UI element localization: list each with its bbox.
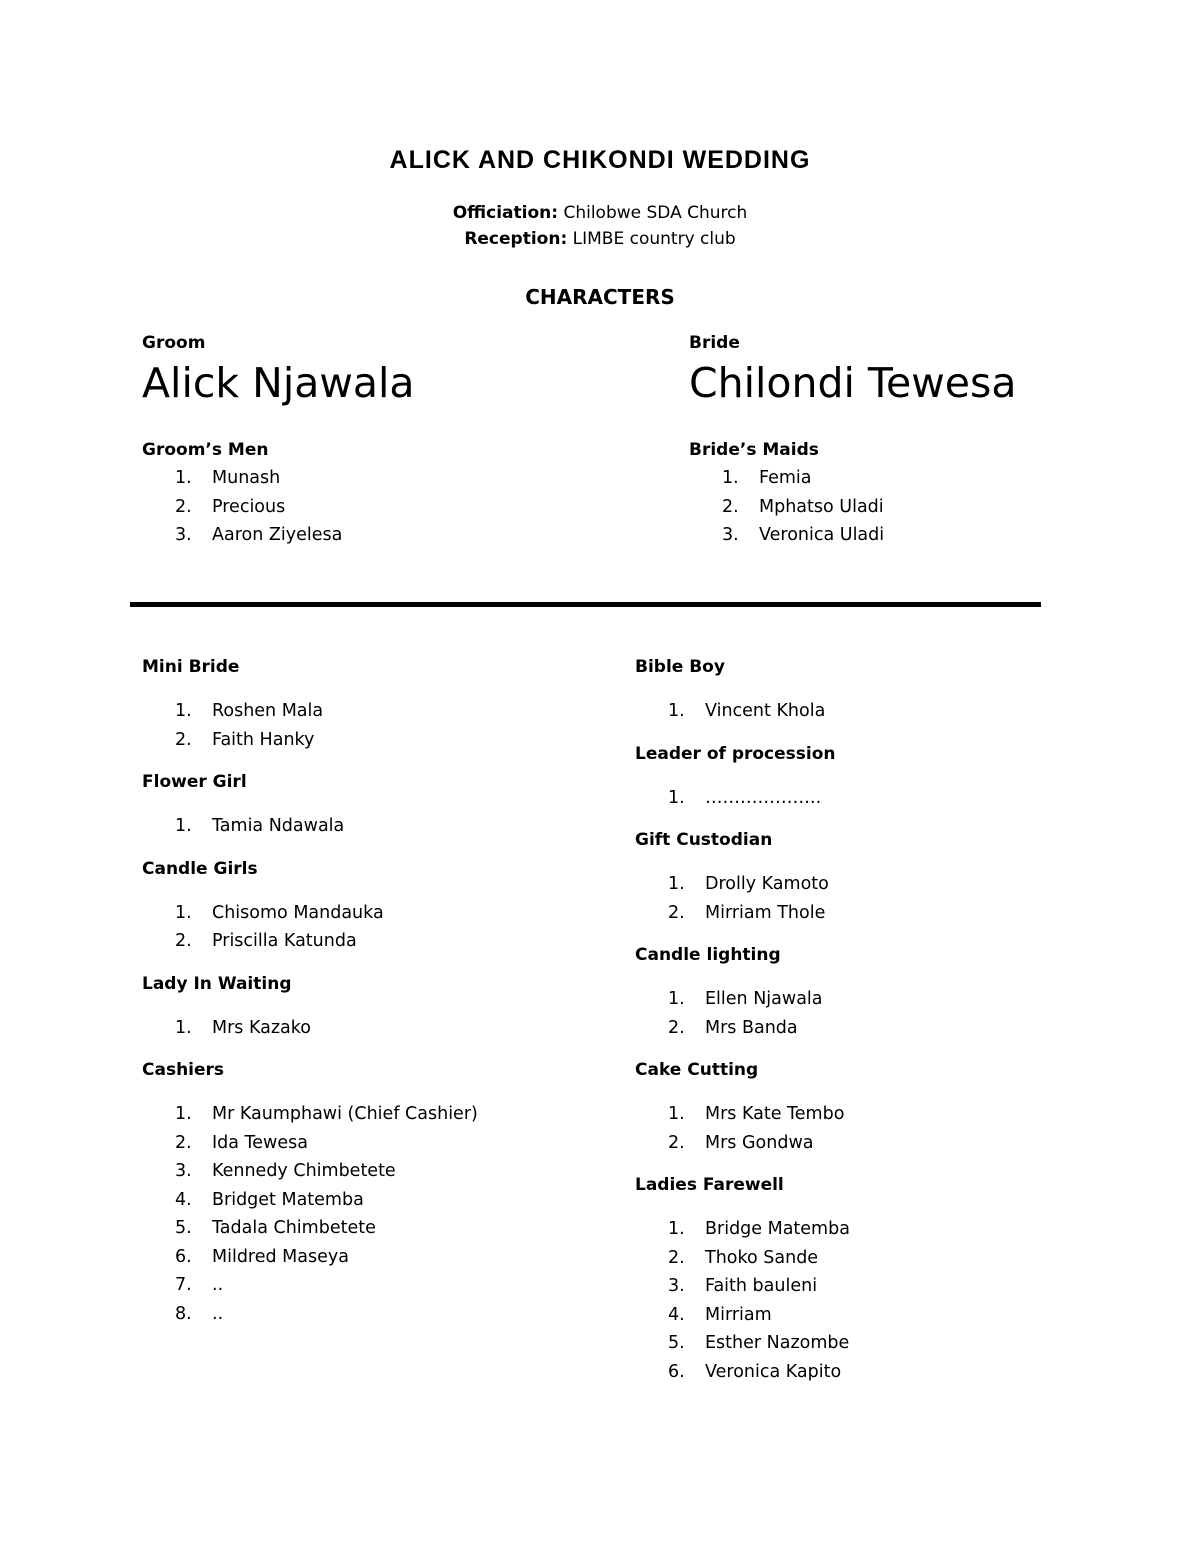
groom-block [142,333,415,407]
list-item [635,1215,1095,1244]
list-item-name: Veronica Kapito [705,1361,842,1382]
section-mini-bride [142,653,602,754]
list-item [635,899,1095,928]
list-item-name: Mrs Kate Tembo [705,1104,845,1124]
role-list [635,1215,1095,1386]
bride-name: Chilondi Tewesa [689,359,1017,407]
list-item [142,1214,602,1243]
list-item [142,1271,602,1300]
list-item [689,493,1089,522]
list-number: 6. [668,1361,685,1382]
list-item-name: Aaron Ziyelesa [212,525,343,545]
list-item-name: Vincent Khola [705,701,826,721]
list-number: 3. [175,1161,192,1181]
role-list [142,1014,602,1043]
list-number: 4. [175,1189,192,1210]
list-item [635,1301,1095,1330]
list-number: 1. [175,902,192,923]
bridesmaids-block [689,440,1089,550]
section-leader-of-procession [635,740,1095,813]
role-list [142,1100,602,1328]
section-heading: Flower Girl [142,772,247,792]
role-list [142,812,602,841]
role-list [142,697,602,754]
list-item [635,1014,1095,1043]
role-list [142,899,602,956]
list-item [635,985,1095,1014]
list-item [635,1100,1095,1129]
list-item [142,1129,602,1158]
list-item [142,521,542,550]
list-number: 1. [668,1104,685,1124]
section-lady-in-waiting [142,970,602,1043]
list-item-name: Mrs Gondwa [705,1132,814,1153]
characters-heading: CHARACTERS [525,285,675,309]
list-item-name: Ellen Njawala [705,989,823,1009]
list-item [142,1300,602,1329]
list-item-name: Mildred Maseya [212,1246,349,1267]
list-number: 3. [175,525,192,545]
list-item-name: Kennedy Chimbetete [212,1161,396,1181]
list-number: 2. [175,1132,192,1153]
list-item-name: Roshen Mala [212,701,324,721]
list-item-name: ……………….. [705,787,822,808]
list-item [689,521,1089,550]
list-item [635,784,1095,813]
list-item-name: Ida Tewesa [212,1132,308,1153]
section-candle-girls [142,855,602,956]
list-item-name: Mphatso Uladi [759,496,884,517]
section-heading: Cake Cutting [635,1060,759,1080]
list-item [142,1186,602,1215]
reception-line [0,229,1200,249]
list-item-name: Tadala Chimbetete [212,1218,376,1238]
section-bible-boy [635,653,1095,726]
list-item [142,697,602,726]
section-heading: Gift Custodian [635,830,773,850]
section-flower-girl [142,768,602,841]
section-divider [130,602,1041,607]
list-item [142,493,542,522]
list-number: 4. [668,1304,685,1325]
list-number: 2. [175,729,192,750]
list-number: 2. [722,496,739,517]
groom-role-label: Groom [142,333,206,353]
list-item-name: Thoko Sande [705,1247,819,1268]
list-item-name: .. [212,1275,224,1295]
section-cake-cutting [635,1056,1095,1157]
list-item [635,1244,1095,1273]
section-heading: Ladies Farewell [635,1175,784,1195]
bridesmaids-list [689,464,1089,550]
list-number: 2. [668,1132,685,1153]
list-item-name: Mrs Kazako [212,1017,311,1038]
reception-label: Reception: [464,229,568,249]
list-number: 1. [175,1104,192,1124]
list-item [635,697,1095,726]
list-number: 1. [175,701,192,721]
list-number: 1. [668,989,685,1009]
list-item-name: Munash [212,468,281,488]
list-number: 1. [175,816,192,836]
document-title: ALICK AND CHIKONDI WEDDING [389,146,811,174]
groomsmen-block [142,440,542,550]
section-cashiers [142,1056,602,1328]
list-number: 5. [175,1218,192,1238]
list-item [142,1100,602,1129]
reception-value: LIMBE country club [567,229,736,249]
list-item [635,1272,1095,1301]
list-number: 2. [175,931,192,951]
list-item-name: Femia [759,468,812,488]
list-item-name: Precious [212,496,286,517]
list-number: 7. [175,1275,192,1295]
section-heading: Candle Girls [142,858,258,879]
groom-name: Alick Njawala [142,359,415,407]
list-item-name: Priscilla Katunda [212,931,357,951]
section-heading: Candle lighting [635,945,781,965]
list-item-name: Mirriam Thole [705,902,826,923]
list-item-name: Faith bauleni [705,1276,818,1296]
section-heading: Leader of procession [635,743,836,764]
bride-role-label: Bride [689,333,740,353]
list-item [635,870,1095,899]
bridesmaids-heading: Bride’s Maids [689,440,819,460]
section-heading: Mini Bride [142,657,240,677]
list-number: 3. [722,525,739,545]
list-item [142,726,602,755]
list-item-name: Tamia Ndawala [212,816,345,836]
list-number: 1. [722,468,739,488]
groomsmen-list [142,464,542,550]
role-list [635,1100,1095,1157]
list-number: 2. [668,902,685,923]
list-number: 6. [175,1246,192,1267]
list-item [142,464,542,493]
list-number: 2. [668,1017,685,1038]
list-item-name: Drolly Kamoto [705,874,829,894]
list-number: 2. [175,496,192,517]
list-item-name: Mr Kaumphawi (Chief Cashier) [212,1104,478,1124]
officiation-label: Officiation: [452,203,559,223]
list-item [635,1329,1095,1358]
list-item [635,1129,1095,1158]
list-number: 1. [175,1017,192,1038]
list-item [142,927,602,956]
groomsmen-heading: Groom’s Men [142,440,269,460]
list-item-name: Bridget Matemba [212,1189,364,1210]
section-heading: Cashiers [142,1060,225,1080]
officiation-value: Chilobwe SDA Church [558,203,748,223]
role-list [635,870,1095,927]
role-list [635,697,1095,726]
list-item-name: Esther Nazombe [705,1333,850,1353]
list-number: 1. [668,787,685,808]
list-item-name: Chisomo Mandauka [212,902,384,923]
officiation-line [0,203,1200,223]
list-number: 2. [668,1247,685,1268]
list-item-name: Mrs Banda [705,1017,798,1038]
section-candle-lighting [635,941,1095,1042]
role-list [635,985,1095,1042]
section-heading: Lady In Waiting [142,973,292,994]
list-item [142,899,602,928]
list-number: 1. [175,468,192,488]
list-item [142,812,602,841]
list-item-name: Mirriam [705,1304,772,1325]
list-item [142,1243,602,1272]
bride-block [689,333,1016,407]
section-gift-custodian [635,826,1095,927]
list-number: 5. [668,1333,685,1353]
list-item [142,1157,602,1186]
list-item [142,1014,602,1043]
list-number: 1. [668,874,685,894]
list-number: 1. [668,701,685,721]
right-roles-column [635,653,1095,1400]
list-item [635,1358,1095,1387]
list-item-name: Veronica Uladi [759,525,885,545]
section-ladies-farewell [635,1171,1095,1386]
list-item-name: .. [212,1303,224,1324]
left-roles-column [142,653,602,1342]
list-number: 3. [668,1276,685,1296]
list-item-name: Bridge Matemba [705,1219,850,1239]
list-number: 8. [175,1303,192,1324]
role-list [635,784,1095,813]
list-item [689,464,1089,493]
section-heading: Bible Boy [635,657,725,677]
list-item-name: Faith Hanky [212,729,315,750]
list-number: 1. [668,1219,685,1239]
